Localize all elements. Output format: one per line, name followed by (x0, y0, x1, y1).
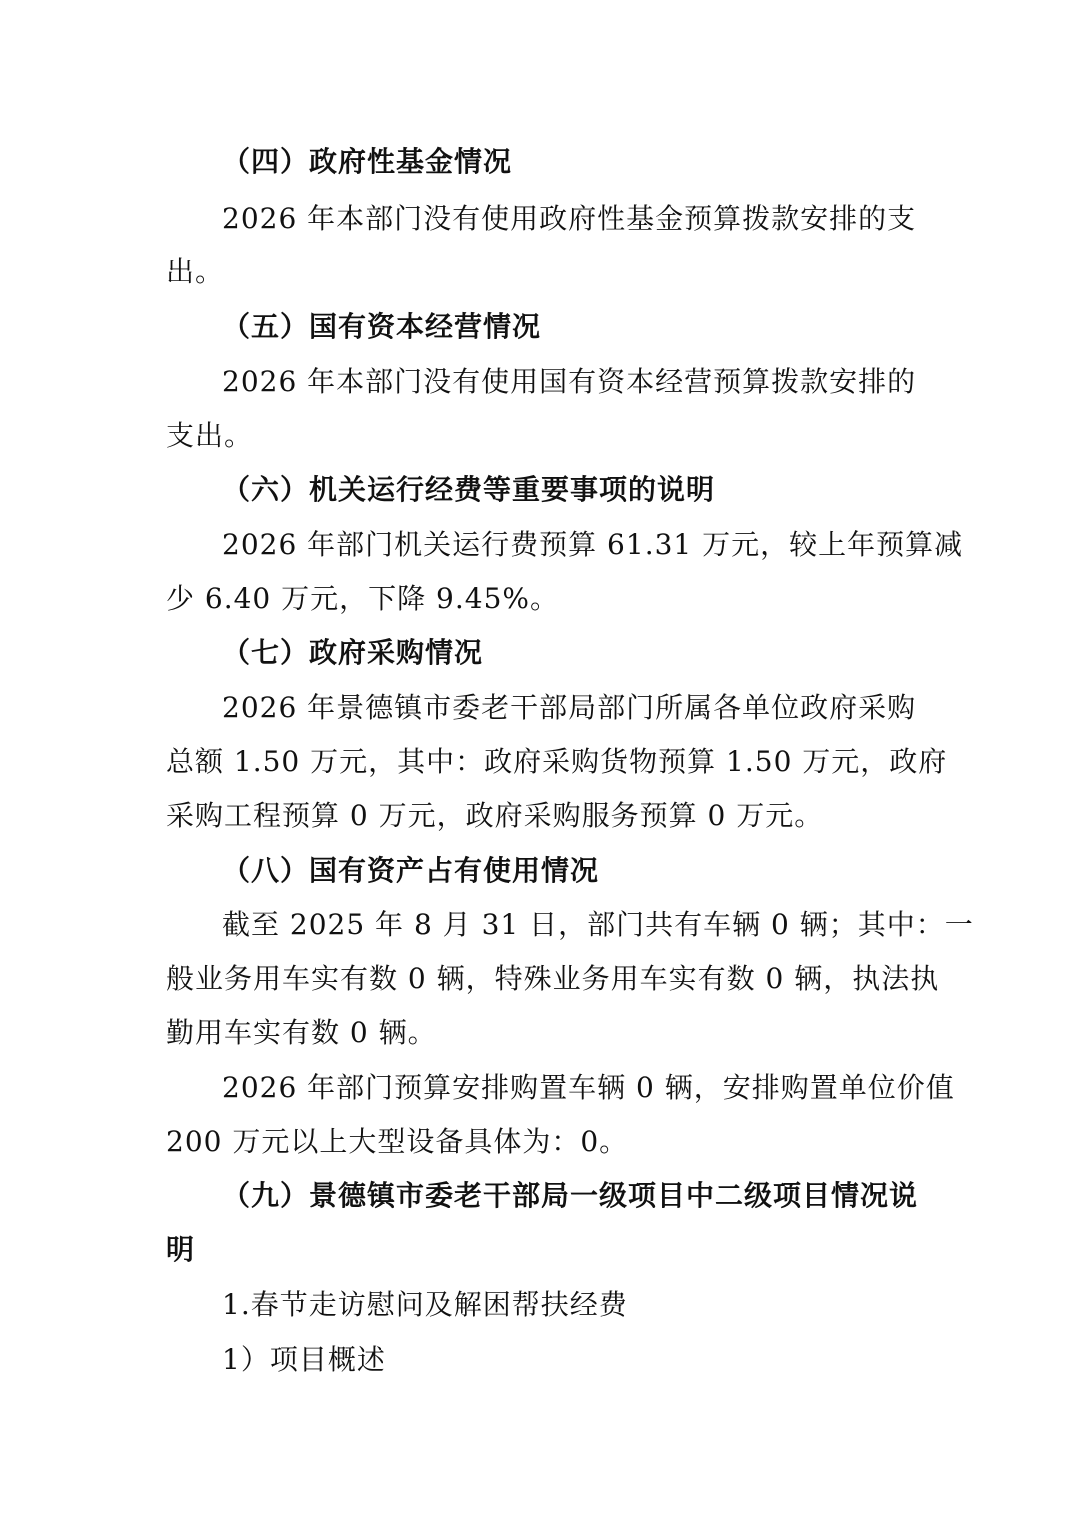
paragraph-line: 200 万元以上大型设备具体为：0。 (166, 1125, 629, 1158)
heading-project-description: （九）景德镇市委老干部局一级项目中二级项目情况说 (222, 1179, 919, 1212)
heading-government-procurement: （七）政府采购情况 (222, 636, 484, 669)
paragraph-line: 般业务用车实有数 0 辆，特殊业务用车实有数 0 辆，执法执 (166, 962, 940, 995)
heading-state-assets: （八）国有资产占有使用情况 (222, 854, 600, 887)
paragraph-line: 总额 1.50 万元，其中：政府采购货物预算 1.50 万元，政府 (166, 745, 948, 778)
paragraph-line: 2026 年景德镇市委老干部局部门所属各单位政府采购 (222, 691, 917, 724)
paragraph-line: 截至 2025 年 8 月 31 日，部门共有车辆 0 辆；其中：一 (222, 908, 974, 941)
heading-government-fund: （四）政府性基金情况 (222, 145, 513, 178)
paragraph-line: 出。 (166, 255, 225, 288)
paragraph-line: 2026 年本部门没有使用国有资本经营预算拨款安排的 (222, 365, 917, 398)
heading-state-capital: （五）国有资本经营情况 (222, 310, 542, 343)
paragraph-line: 2026 年部门预算安排购置车辆 0 辆，安排购置单位价值 (222, 1071, 955, 1104)
paragraph-line: 支出。 (166, 419, 254, 452)
paragraph-line: 勤用车实有数 0 辆。 (166, 1016, 437, 1049)
heading-operating-expenses: （六）机关运行经费等重要事项的说明 (222, 473, 716, 506)
heading-continuation: 明 (166, 1233, 196, 1266)
item-title: 1.春节走访慰问及解困帮扶经费 (222, 1288, 628, 1321)
paragraph-line: 2026 年本部门没有使用政府性基金预算拨款安排的支 (222, 202, 917, 235)
paragraph-line: 少 6.40 万元，下降 9.45%。 (166, 582, 559, 615)
paragraph-line: 采购工程预算 0 万元，政府采购服务预算 0 万元。 (166, 799, 824, 832)
item-subtitle: 1）项目概述 (222, 1343, 386, 1376)
paragraph-line: 2026 年部门机关运行费预算 61.31 万元，较上年预算减 (222, 528, 964, 561)
